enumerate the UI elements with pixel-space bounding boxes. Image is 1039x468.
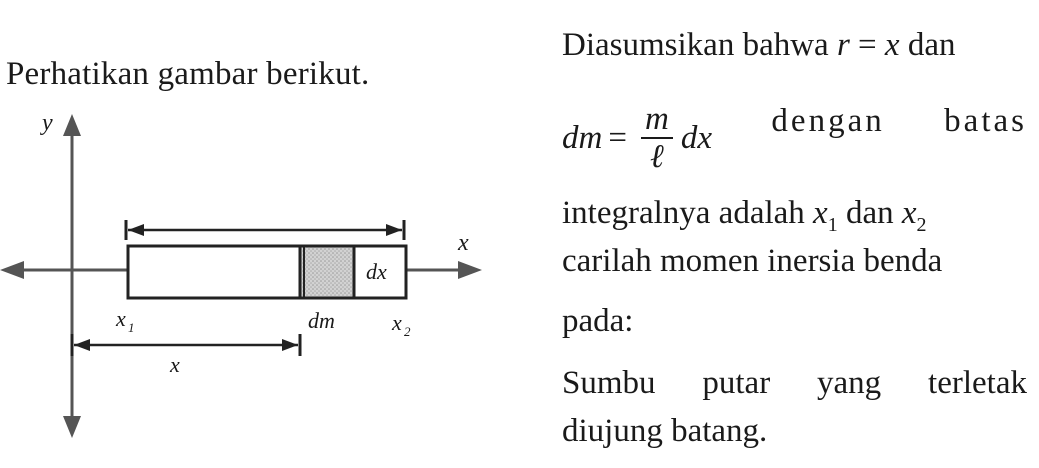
- x1-label: x: [116, 306, 126, 331]
- dm-formula: dm = $\frac{m}{\text{ℓ}}$ dx: [562, 101, 712, 175]
- dm-element: [300, 246, 354, 298]
- dx-label: dx: [366, 259, 387, 284]
- pada-line: pada:: [562, 303, 634, 339]
- question-line: carilah momen inersia benda: [562, 243, 943, 279]
- intro-text: Perhatikan gambar berikut.: [6, 56, 370, 92]
- x-distance-label: x: [170, 352, 180, 377]
- x-axis-arrow-left: [0, 261, 24, 279]
- limits-line: integralnya adalah $x_1$ dan $x_2$: [562, 195, 927, 236]
- x-axis-label: x: [458, 230, 469, 256]
- m-over-l-fraction: $\frac{m}{\text{ℓ}}$: [641, 102, 673, 175]
- dm-label: dm: [308, 308, 335, 333]
- x-axis-arrow-right: [458, 261, 482, 279]
- dm-formula-line: dm = $\frac{m}{\text{ℓ}}$ dx dengan batas: [562, 101, 1027, 175]
- rod-diagram: [0, 108, 500, 448]
- x1-sub: 1: [128, 320, 135, 335]
- rod: [128, 246, 406, 298]
- x2-sub: 2: [404, 324, 411, 339]
- y-axis-arrow-up: [63, 114, 81, 136]
- y-axis-arrow-down: [63, 416, 81, 438]
- rod-figure: [0, 108, 500, 448]
- axis-condition-line: Sumbu putar yang terletak: [562, 365, 1027, 401]
- y-axis-label: y: [42, 110, 53, 136]
- assumption-line: Diasumsikan bahwa r = x dan: [562, 27, 956, 63]
- axis-condition-end: diujung batang.: [562, 413, 768, 449]
- x2-label: x: [392, 310, 402, 335]
